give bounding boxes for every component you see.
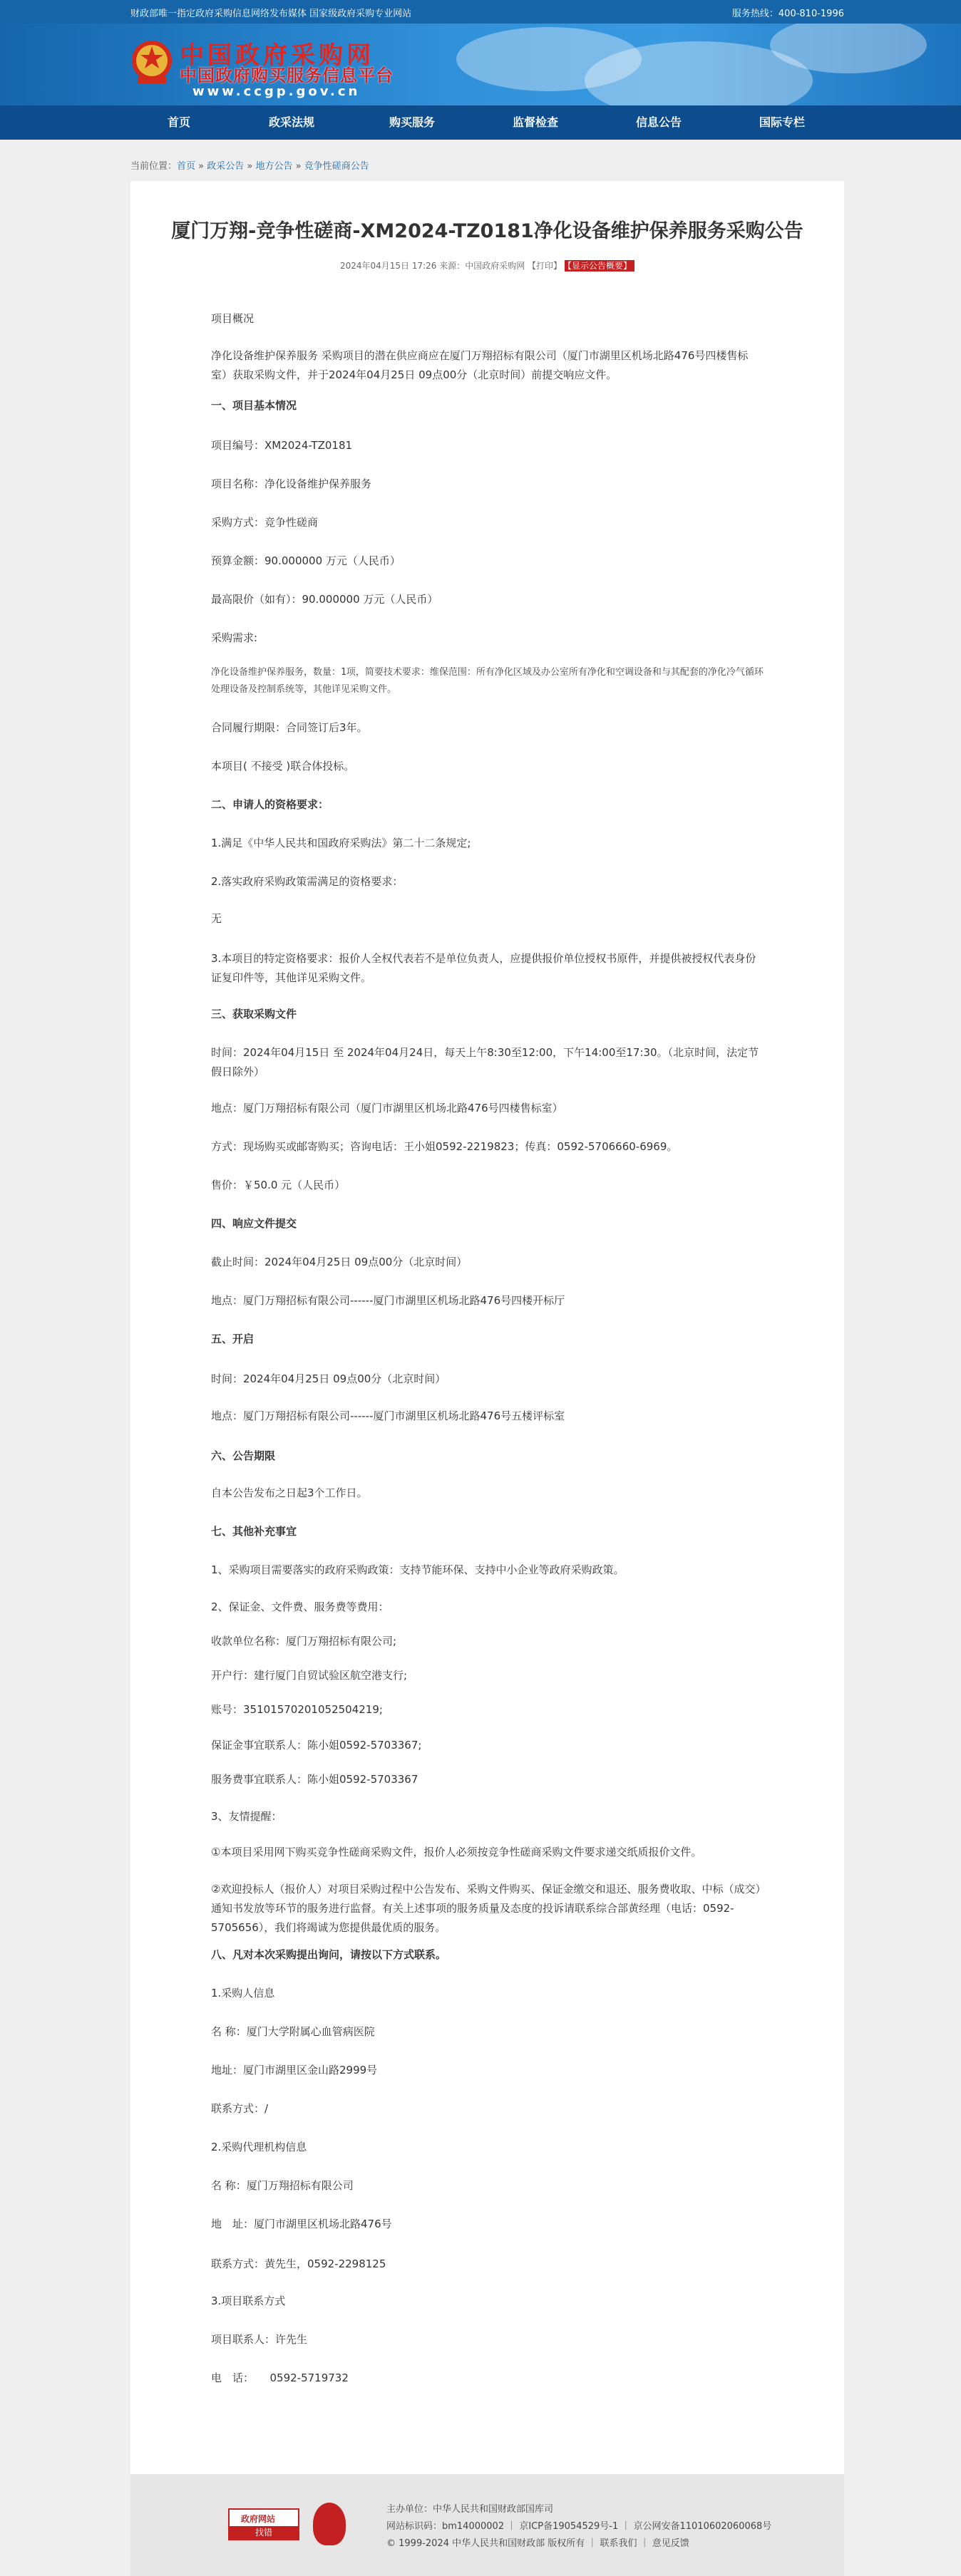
- paragraph: 电 话： 0592-5719732: [211, 2371, 349, 2384]
- section-heading: 六、公告期限: [211, 1449, 276, 1462]
- paragraph: 项目编号：XM2024-TZ0181: [211, 439, 353, 452]
- paragraph: 项目概况: [211, 312, 255, 325]
- breadcrumb-label: 当前位置：: [130, 161, 178, 172]
- paragraph: 3、友情提醒：: [211, 1810, 282, 1823]
- section-heading: 四、响应文件提交: [211, 1217, 297, 1230]
- paragraph: 地址：厦门市湖里区金山路2999号: [211, 2064, 378, 2076]
- paragraph: 地点：厦门万翔招标有限公司------厦门市湖里区机场北路476号五楼评标室: [211, 1409, 565, 1422]
- paragraph: 售价：￥50.0 元（人民币）: [211, 1179, 346, 1191]
- site-logo-title: 中国政府采购网: [180, 41, 374, 70]
- paragraph: 地点：厦门万翔招标有限公司（厦门市湖里区机场北路476号四楼售标室）: [211, 1102, 563, 1114]
- footer-copyright: © 1999-2024 中华人民共和国财政部 版权所有 ｜ 联系我们 ｜ 意见反馈: [386, 2538, 689, 2549]
- breadcrumb: 当前位置：首页 » 政采公告 » 地方公告 » 竞争性磋商公告: [130, 161, 369, 172]
- service-hotline: 服务热线：400-810-1996: [731, 9, 844, 19]
- section-heading: 二、申请人的资格要求：: [211, 798, 329, 811]
- article-card: [130, 181, 844, 2474]
- paragraph: 预算金额：90.000000 万元（人民币）: [211, 554, 401, 567]
- breadcrumb-notices[interactable]: 政采公告: [207, 161, 245, 172]
- section-heading: 五、开启: [211, 1333, 255, 1345]
- breadcrumb-current[interactable]: 竞争性磋商公告: [304, 161, 369, 172]
- paragraph: 1.满足《中华人民共和国政府采购法》第二十二条规定;: [211, 837, 471, 849]
- paragraph: 无: [211, 912, 222, 925]
- paragraph: 开户行：建行厦门自贸试验区航空港支行;: [211, 1669, 408, 1682]
- paragraph: 1、采购项目需要落实的政府采购政策：支持节能环保、支持中小企业等政府采购政策。: [211, 1563, 625, 1576]
- footer-ids: 网站标识码：bm14000002 ｜ 京ICP备19054529号-1 ｜ 京公网安备11010602060068号: [386, 2521, 772, 2532]
- paragraph: 最高限价（如有）：90.000000 万元（人民币）: [211, 593, 438, 606]
- badge-title: 政府网站: [241, 2514, 276, 2524]
- paragraph: 收款单位名称：厦门万翔招标有限公司;: [211, 1635, 397, 1647]
- paragraph: 时间：2024年04月25日 09点00分（北京时间）: [211, 1372, 446, 1385]
- paragraph: 净化设备维护保养服务 采购项目的潜在供应商应在厦门万翔招标有限公司（厦门市湖里区机场北路476号四楼售标室）获取采购文件，并于2024年04月25日 09点00分（北京时间）前提交响应文件。: [211, 349, 749, 381]
- section-heading: 七、其他补充事宜: [211, 1525, 297, 1538]
- article-title: 厦门万翔-竞争性磋商-XM2024-TZ0181净化设备维护保养服务采购公告: [171, 220, 803, 242]
- paragraph: ②欢迎投标人（报价人）对项目采购过程中公告发布、采购文件购买、保证金缴交和退还、服务费收取、中标（成交）通知书发放等环节的服务进行监督。有关上述事项的服务质量及态度的投诉请联系综合部黄经理（电话：0592-5705656），我们将竭诚为您提供最优质的服务。: [211, 1883, 761, 1934]
- nav-item-supervision[interactable]: 监督检查: [512, 115, 558, 129]
- paragraph: 截止时间：2024年04月25日 09点00分（北京时间）: [211, 1256, 468, 1268]
- site-logo-subtitle: 中国政府购买服务信息平台: [180, 66, 394, 86]
- paragraph: 名 称：厦门万翔招标有限公司: [211, 2179, 354, 2192]
- top-bar-slogan: 财政部唯一指定政府采购信息网络发布媒体 国家级政府采购专业网站: [130, 9, 412, 19]
- article-meta-text: 2024年04月15日 17:26 来源：中国政府采购网 【打印】: [339, 261, 562, 271]
- paragraph: 名 称：厦门大学附属心血管病医院: [211, 2025, 375, 2038]
- site-banner: [0, 24, 961, 105]
- paragraph: 2.落实政府采购政策需满足的资格要求：: [211, 875, 404, 888]
- section-heading: 一、项目基本情况: [211, 399, 297, 412]
- paragraph: 净化设备维护保养服务，数量：1项，简要技术要求：维保范围：所有净化区域及办公室所有净化和空调设备和与其配套的净化冷气循环处理设备及控制系统等，其他详见采购文件。: [211, 667, 764, 695]
- badge-subtitle: 找错: [230, 2526, 298, 2539]
- paragraph: 地点：厦门万翔招标有限公司------厦门市湖里区机场北路476号四楼开标厅: [211, 1294, 565, 1307]
- paragraph: ①本项目采用网下购买竞争性磋商采购文件，报价人必须按竞争性磋商采购文件要求递交纸质报价文件。: [211, 1846, 702, 1858]
- nav-item-international[interactable]: 国际专栏: [759, 115, 805, 129]
- paragraph: 2、保证金、文件费、服务费等费用：: [211, 1600, 389, 1613]
- section-heading: 三、获取采购文件: [211, 1008, 297, 1020]
- paragraph: 本项目( 不接受 )联合体投标。: [211, 760, 355, 772]
- footer-sponsor: 主办单位：中华人民共和国财政部国库司: [386, 2504, 554, 2515]
- show-summary-button[interactable]: 【显示公告概要】: [565, 260, 634, 271]
- paragraph: 项目联系人：许先生: [211, 2333, 308, 2346]
- paragraph: 时间：2024年04月15日 至 2024年04月24日，每天上午8:30至12:00，下午14:00至17:30。（北京时间，法定节假日除外）: [211, 1046, 759, 1078]
- nav-item-announcements[interactable]: 信息公告: [635, 115, 682, 129]
- paragraph: 账号：35101570201052504219;: [211, 1703, 383, 1716]
- paragraph: 地 址：厦门市湖里区机场北路476号: [211, 2218, 392, 2230]
- section-heading: 八、凡对本次采购提出询问，请按以下方式联系。: [211, 1948, 447, 1961]
- paragraph: 采购方式：竞争性磋商: [211, 516, 319, 529]
- top-bar: [0, 0, 961, 24]
- party-gov-icon[interactable]: [313, 2503, 346, 2545]
- paragraph: 3.本项目的特定资格要求：报价人全权代表若不是单位负责人，应提供报价单位授权书原件，并提供被授权代表身份证复印件等，其他详见采购文件。: [211, 952, 756, 984]
- paragraph: 合同履行期限：合同签订后3年。: [211, 721, 368, 734]
- paragraph: 联系方式：/: [211, 2102, 269, 2115]
- paragraph: 联系方式：黄先生，0592-2298125: [211, 2257, 386, 2270]
- paragraph: 服务费事宜联系人：陈小姐0592-5703367: [211, 1773, 418, 1786]
- paragraph: 保证金事宜联系人：陈小姐0592-5703367;: [211, 1739, 422, 1752]
- national-emblem-icon: [130, 39, 173, 86]
- nav-item-services[interactable]: 购买服务: [389, 115, 435, 129]
- main-nav: [0, 105, 961, 140]
- gov-website-error-badge[interactable]: [228, 2508, 299, 2540]
- nav-item-regulations[interactable]: 政采法规: [268, 115, 314, 129]
- paragraph: 项目名称：净化设备维护保养服务: [211, 477, 372, 490]
- paragraph: 3.项目联系方式: [211, 2295, 286, 2307]
- nav-item-home[interactable]: 首页: [167, 115, 190, 129]
- paragraph: 自本公告发布之日起3个工作日。: [211, 1486, 368, 1499]
- site-footer: [130, 2474, 844, 2576]
- paragraph: 方式：现场购买或邮寄购买；咨询电话：王小姐0592-2219823；传真：0592-5706660-6969。: [211, 1140, 678, 1153]
- breadcrumb-local-notices[interactable]: 地方公告: [255, 161, 293, 172]
- paragraph: 2.采购代理机构信息: [211, 2141, 307, 2153]
- article-meta: [130, 259, 844, 271]
- breadcrumb-home[interactable]: 首页: [177, 161, 196, 172]
- paragraph: 采购需求:: [211, 631, 258, 644]
- paragraph: 1.采购人信息: [211, 1987, 275, 2000]
- site-logo-url: www.ccgp.gov.cn: [192, 84, 361, 99]
